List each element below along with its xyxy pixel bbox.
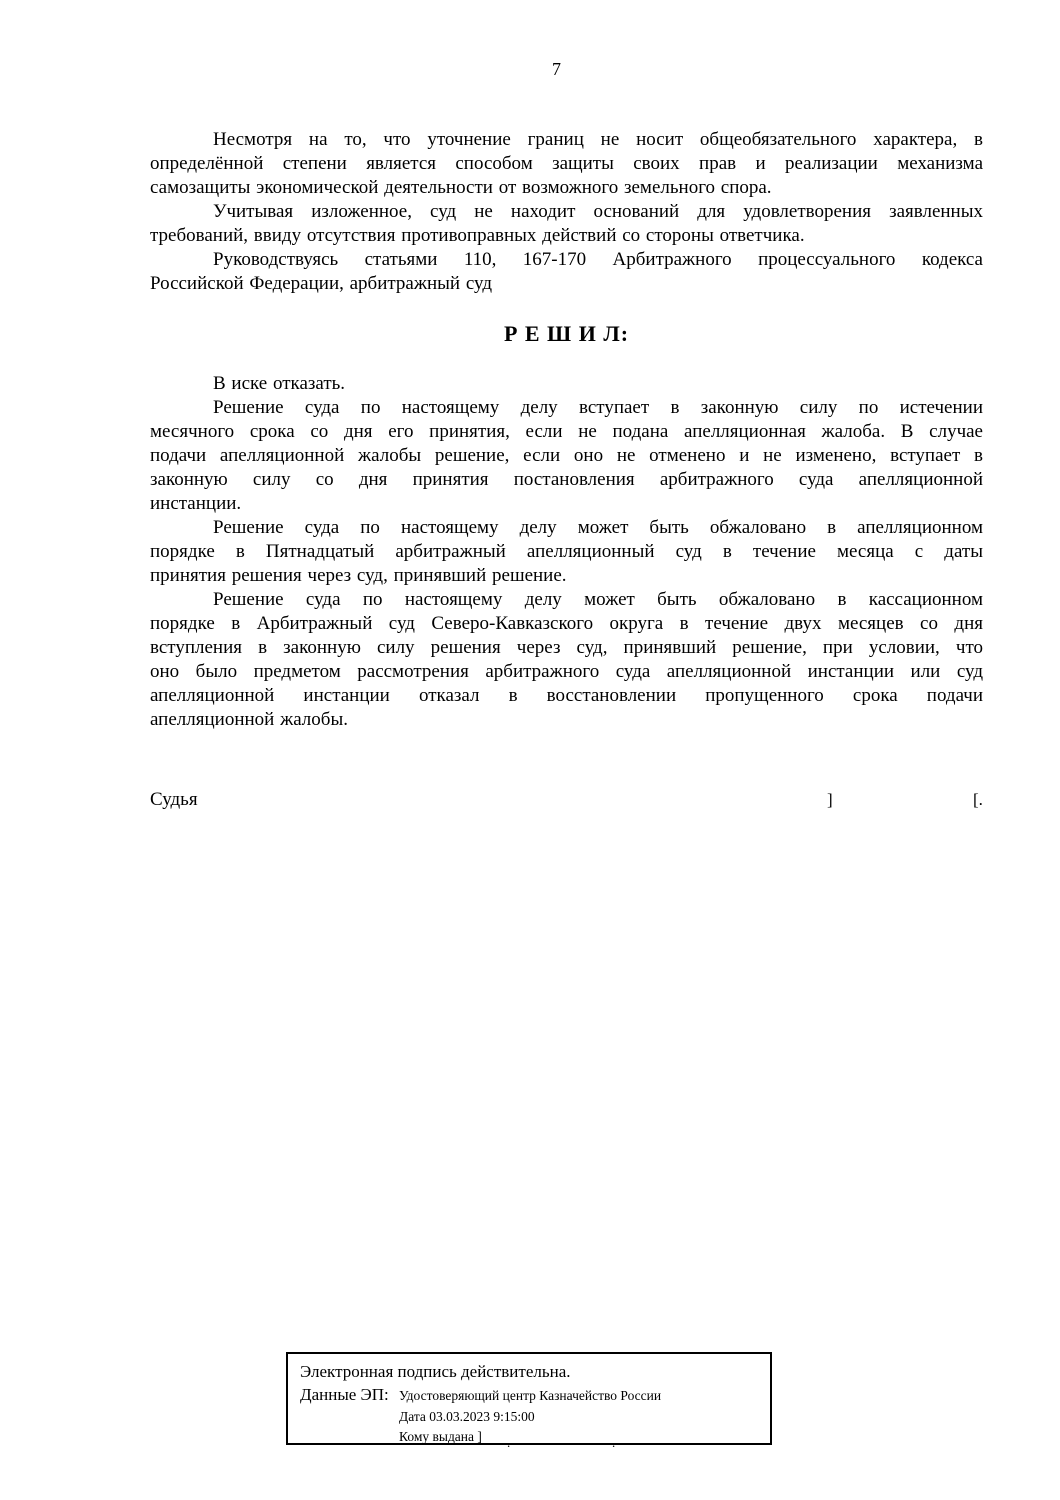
stamp-issued-to [399,1427,661,1448]
paragraph-cassation [150,588,983,732]
electronic-signature-stamp [286,1352,772,1450]
text-line: вступления в законную силу решения через суд, принявший решение, при условии, что [150,637,983,658]
text-line: требований, ввиду отсутствия противоправных действий со стороны ответчика. [150,225,805,246]
stamp-issued-to-label: Кому выдана ] [399,1429,482,1444]
text-line: Решение суда по настоящему делу может быть обжаловано в апелляционном [213,517,983,538]
text-line: порядке в Арбитражный суд Северо-Кавказского округа в течение двух месяцев со дня [150,613,983,634]
paragraph-appeal [150,516,983,588]
text-line: месячного срока со дня его принятия, если не подана апелляционная жалоба. В случае [150,421,983,442]
text-line: апелляционной жалобы. [150,709,348,730]
paragraph-entry-into-force [150,396,983,516]
paragraph-conclusion [150,200,983,248]
text-line: определённой степени является способом защиты своих прав и реализации механизма [150,153,983,174]
judge-label: Судья [150,789,198,810]
text-line: апелляционной инстанции отказал в восстановлении пропущенного срока подачи [150,685,983,706]
text-line: Несмотря на то, что уточнение границ не носит общеобязательного характера, в [213,129,983,150]
text-line: оно было предметом рассмотрения арбитражного суда апелляционной инстанции или суд [150,661,983,682]
stamp-data-values [399,1384,661,1448]
text-line: законную силу со дня принятия постановления арбитражного суда апелляционной [150,469,983,490]
document-body [150,128,983,812]
redaction-mark: . [507,1435,511,1450]
text-line: Российской Федерации, арбитражный суд [150,273,492,294]
resolution-heading: Р Е Ш И Л: [503,321,630,346]
judge-signature-row [150,788,983,812]
text-line: инстанции. [150,493,242,514]
redaction-mark: [. [973,790,983,809]
redaction-mark: ] [827,790,833,809]
page-number: 7 [552,59,561,79]
text-line: Решение суда по настоящему делу вступает в законную силу по истечении [213,397,983,418]
paragraph-boundaries [150,128,983,200]
text-line: подачи апелляционной жалобы решение, если оно не отменено и не изменено, вступает в [150,445,983,466]
text-line: Учитывая изложенное, суд не находит оснований для удовлетворения заявленных [213,201,983,222]
text-line: Решение суда по настоящему делу может быть обжаловано в кассационном [213,589,983,610]
text-line: В иске отказать. [213,373,346,394]
text-line: самозащиты экономической деятельности от возможного земельного спора. [150,177,772,198]
text-line: принятия решения через суд, принявший решение. [150,565,567,586]
paragraph-dismissal [150,372,983,396]
stamp-issuer: Удостоверяющий центр Казначейство России [399,1388,662,1403]
stamp-details-row [300,1384,758,1448]
stamp-date: Дата 03.03.2023 9:15:00 [399,1408,535,1424]
stamp-validity-text: Электронная подпись действительна. [300,1362,571,1381]
text-line: Руководствуясь статьями 110, 167-170 Арбитражного процессуального кодекса [213,249,983,270]
text-line: порядке в Пятнадцатый арбитражный апелляционный суд в течение месяца с даты [150,541,983,562]
stamp-data-label: Данные ЭП: [300,1385,389,1404]
paragraph-legal-basis [150,248,983,296]
redaction-mark: . [612,1435,616,1450]
